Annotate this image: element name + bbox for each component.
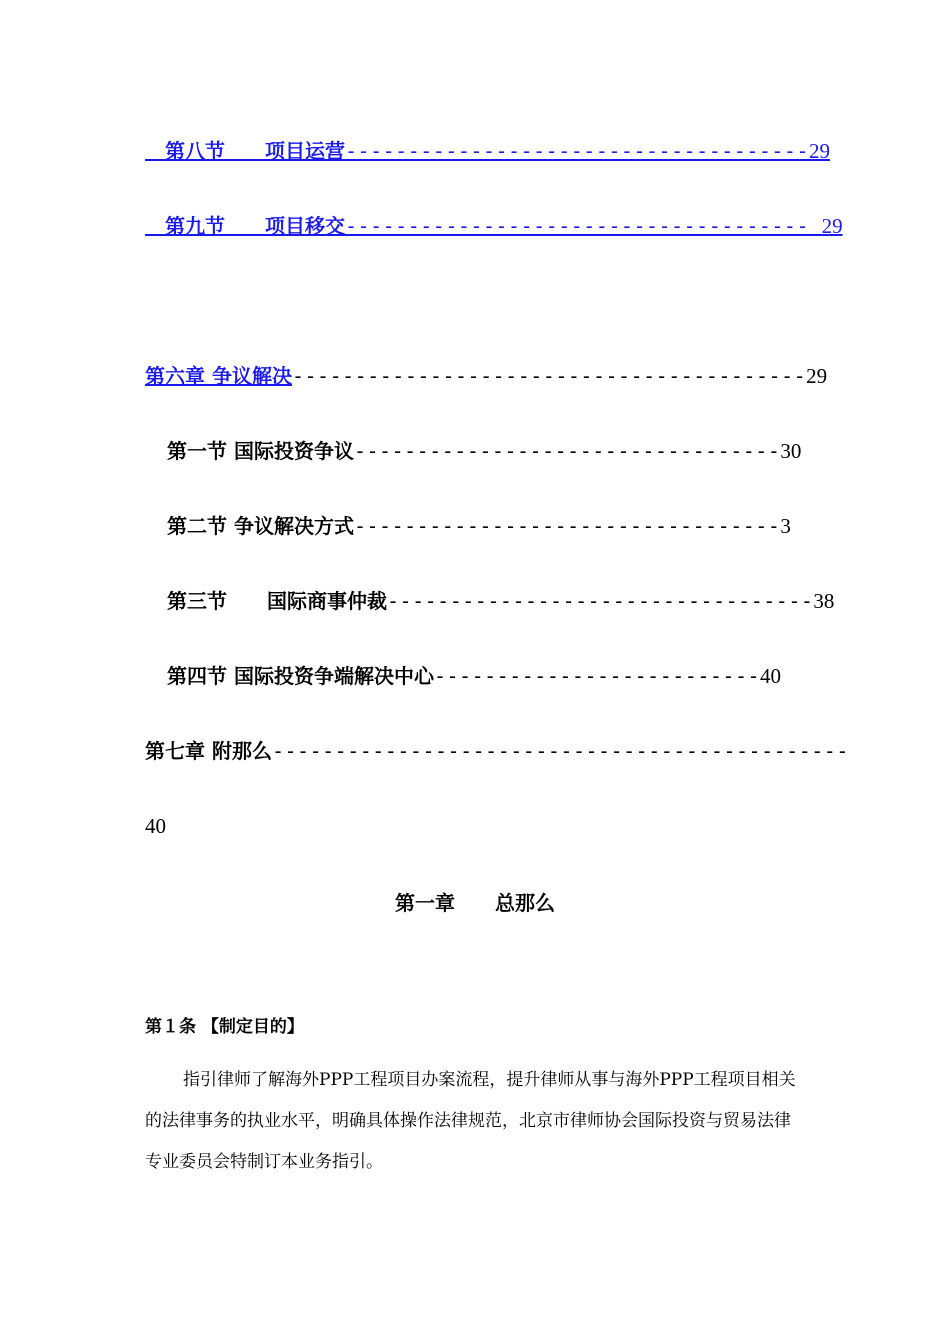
toc-entry-ch6-section-3[interactable] [167,588,834,614]
toc-leader: ---------------------------------------------- [271,739,849,763]
toc-page-number: 29 [806,364,828,388]
toc-leader: ---------------------------------- [387,589,814,613]
toc-leader: ---------------------------------- [353,439,781,463]
article-body: 指引律师了解海外PPP工程项目办案流程，提升律师从事与海外PPP工程项目相关的法律事务的执业水平，明确具体操作法律规范，北京市律师协会国际投资与贸易法律专业委员会特制订本业务指引。 [145,1070,796,1172]
toc-entry-section-8[interactable] [145,138,830,164]
toc-leader: ------------------------------------- [345,214,822,238]
toc-entry-chapter-7-page [145,813,166,839]
toc-entry-chapter-7[interactable] [145,738,849,764]
toc-leader: ------------------------------------- [345,139,810,163]
toc-leader: ----------------------------------------- [291,364,807,388]
article-title: 第１条 【制定目的】 [145,1017,304,1037]
toc-entry-ch6-section-1[interactable] [167,438,801,464]
toc-page-number: 40 [760,664,782,688]
toc-label: 第八节 项目运营 [145,139,345,163]
toc-label: 第七章 附那么 [145,739,272,763]
toc-label-link[interactable]: 第六章 争议解决 [145,364,292,388]
toc-label: 第二节 争议解决方式 [167,514,354,538]
toc-label: 第三节 国际商事仲裁 [167,589,387,613]
toc-label: 第一节 国际投资争议 [167,439,354,463]
toc-page-number: 30 [780,439,802,463]
toc-label: 第九节 项目移交 [145,214,345,238]
toc-leader: -------------------------- [433,664,761,688]
toc-label: 第四节 国际投资争端解决中心 [167,664,434,688]
toc-entry-ch6-section-2[interactable] [167,513,791,539]
toc-page-number: 3 [780,514,791,538]
toc-leader: ---------------------------------- [353,514,781,538]
toc-entry-section-9[interactable] [145,213,843,239]
chapter-heading: 第一章 总那么 [395,891,555,915]
toc-entry-ch6-section-4[interactable] [167,663,781,689]
toc-page-number: 29 [821,214,843,238]
toc-page-number: 29 [809,139,831,163]
toc-entry-chapter-6[interactable] [145,363,827,389]
toc-page-number: 40 [145,814,166,838]
toc-page-number: 38 [813,589,835,613]
